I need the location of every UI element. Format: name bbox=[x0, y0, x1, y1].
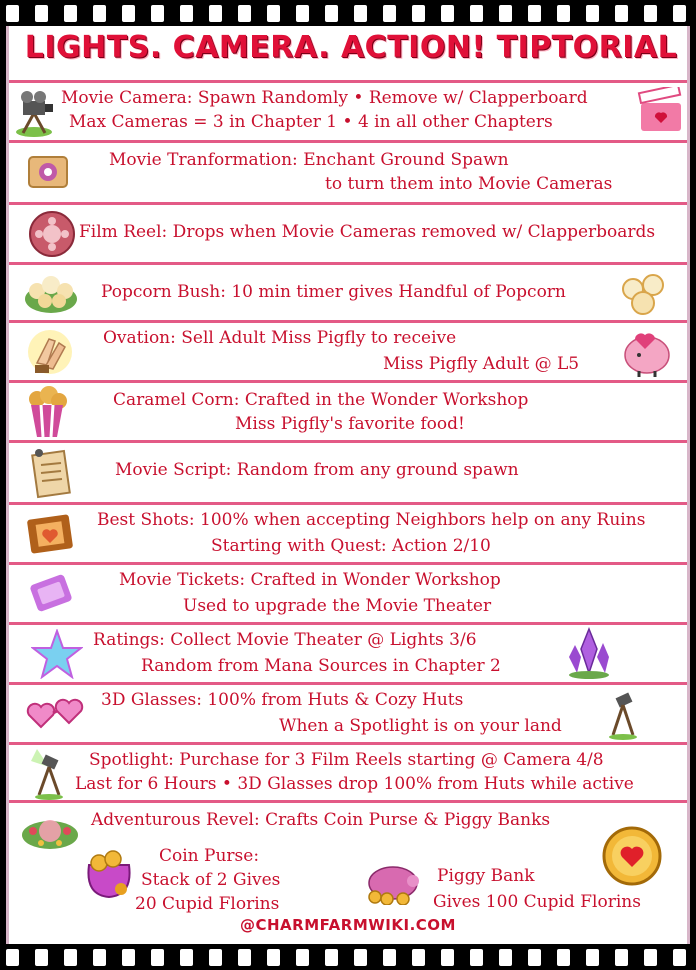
sprocket-hole bbox=[354, 949, 367, 966]
row-line-2: Random from Mana Sources in Chapter 2 bbox=[141, 656, 501, 676]
sprocket-hole bbox=[6, 5, 19, 22]
sprocket-hole bbox=[35, 949, 48, 966]
clapping-hands-icon bbox=[23, 327, 77, 377]
list-item bbox=[9, 440, 687, 502]
row-line-1: Ovation: Sell Adult Miss Pigfly to receive bbox=[103, 328, 457, 348]
site-footer: @CHARMFARMWIKI.COM bbox=[240, 916, 456, 934]
list-item bbox=[9, 262, 687, 320]
sprocket-hole bbox=[470, 5, 483, 22]
list-item bbox=[9, 320, 687, 380]
row-line-2: Miss Pigfly's favorite food! bbox=[235, 414, 465, 434]
sprocket-hole bbox=[209, 5, 222, 22]
sprocket-hole bbox=[412, 5, 425, 22]
row-line-1: Popcorn Bush: 10 min timer gives Handful of Popcorn bbox=[101, 282, 566, 302]
sprocket-hole bbox=[296, 949, 309, 966]
row-line-1: Best Shots: 100% when accepting Neighbors help on any Ruins bbox=[97, 510, 646, 530]
row-line-1: Movie Camera: Spawn Randomly • Remove w/ Clapperboard bbox=[61, 88, 588, 108]
row-line-2: Miss Pigfly Adult @ L5 bbox=[383, 354, 580, 374]
mana-crystal-icon bbox=[565, 627, 613, 679]
list-item bbox=[9, 380, 687, 440]
sprocket-hole bbox=[93, 949, 106, 966]
row-line-1: Movie Tickets: Crafted in Wonder Workshop bbox=[119, 570, 501, 590]
sprocket-hole bbox=[64, 949, 77, 966]
miss-pigfly-icon bbox=[617, 325, 675, 379]
list-item bbox=[9, 742, 687, 800]
list-item bbox=[9, 202, 687, 262]
sprocket-hole bbox=[325, 5, 338, 22]
row-line-1: Caramel Corn: Crafted in the Wonder Workshop bbox=[113, 390, 529, 410]
sprocket-hole bbox=[615, 5, 628, 22]
coin-purse-line-2: Stack of 2 Gives bbox=[141, 870, 281, 890]
row-line-2: Last for 6 Hours • 3D Glasses drop 100% from Huts while active bbox=[75, 774, 634, 794]
coin-purse-icon bbox=[81, 845, 139, 901]
row-line-2: Used to upgrade the Movie Theater bbox=[183, 596, 492, 616]
tiptorial-card bbox=[6, 26, 690, 944]
sprocket-hole bbox=[6, 949, 19, 966]
list-item bbox=[9, 80, 687, 140]
sprocket-hole bbox=[93, 5, 106, 22]
sprocket-hole bbox=[267, 949, 280, 966]
sprocket-hole bbox=[151, 949, 164, 966]
list-item bbox=[9, 800, 687, 912]
sprocket-hole bbox=[673, 5, 686, 22]
list-item bbox=[9, 682, 687, 742]
sprocket-hole bbox=[441, 5, 454, 22]
film-reel-icon bbox=[27, 209, 77, 259]
sprocket-hole bbox=[325, 949, 338, 966]
list-item bbox=[9, 502, 687, 562]
sprocket-hole bbox=[267, 5, 280, 22]
sprocket-hole bbox=[557, 949, 570, 966]
adventurous-revel-icon bbox=[19, 805, 81, 853]
rating-star-icon bbox=[31, 629, 83, 679]
sprocket-hole bbox=[499, 5, 512, 22]
piggy-bank-line-1: Piggy Bank bbox=[437, 866, 535, 886]
page-title: LIGHTS. CAMERA. ACTION! TIPTORIAL bbox=[24, 30, 678, 65]
sprocket-hole bbox=[64, 5, 77, 22]
movie-script-icon bbox=[27, 447, 75, 499]
sprocket-hole bbox=[238, 5, 251, 22]
coin-purse-line-1: Coin Purse: bbox=[159, 846, 260, 866]
sprocket-hole bbox=[383, 5, 396, 22]
sprocket-hole bbox=[615, 949, 628, 966]
row-line-1: Adventurous Revel: Crafts Coin Purse & Piggy Banks bbox=[91, 810, 551, 830]
sprocket-hole bbox=[180, 5, 193, 22]
list-item bbox=[9, 140, 687, 202]
heart-glasses-icon bbox=[25, 693, 87, 737]
sprocket-hole bbox=[586, 949, 599, 966]
sprocket-hole bbox=[441, 949, 454, 966]
sprocket-hole bbox=[296, 5, 309, 22]
list-item bbox=[9, 562, 687, 622]
sprocket-hole bbox=[528, 5, 541, 22]
sprocket-hole bbox=[499, 949, 512, 966]
sprocket-hole bbox=[238, 949, 251, 966]
sprocket-hole bbox=[35, 5, 48, 22]
film-strip-top bbox=[0, 0, 696, 26]
row-line-1: Ratings: Collect Movie Theater @ Lights 3/6 bbox=[93, 630, 477, 650]
sprocket-hole bbox=[383, 949, 396, 966]
sprocket-hole bbox=[586, 5, 599, 22]
sprocket-hole bbox=[557, 5, 570, 22]
list-item bbox=[9, 622, 687, 682]
row-line-2: Starting with Quest: Action 2/10 bbox=[211, 536, 491, 556]
movie-camera-icon bbox=[13, 87, 55, 137]
sprocket-hole bbox=[412, 949, 425, 966]
sprocket-hole bbox=[122, 5, 135, 22]
row-line-2: When a Spotlight is on your land bbox=[279, 716, 562, 736]
cupid-florin-icon bbox=[601, 825, 663, 887]
row-line-1: Spotlight: Purchase for 3 Film Reels starting @ Camera 4/8 bbox=[89, 750, 604, 770]
best-shots-icon bbox=[25, 511, 75, 557]
row-line-1: Movie Script: Random from any ground spawn bbox=[115, 460, 519, 480]
sprocket-hole bbox=[354, 5, 367, 22]
row-line-1: Movie Tranformation: Enchant Ground Spawn bbox=[109, 150, 509, 170]
film-strip-bottom bbox=[0, 944, 696, 970]
piggy-bank-line-2: Gives 100 Cupid Florins bbox=[433, 892, 641, 912]
popcorn-handful-icon bbox=[619, 269, 671, 317]
row-line-1: Film Reel: Drops when Movie Cameras removed w/ Clapperboards bbox=[79, 222, 656, 242]
sprocket-hole bbox=[180, 949, 193, 966]
sprocket-hole bbox=[209, 949, 222, 966]
sprocket-hole bbox=[122, 949, 135, 966]
spotlight-icon bbox=[29, 747, 69, 801]
sprocket-hole bbox=[528, 949, 541, 966]
movie-ticket-icon bbox=[27, 569, 75, 617]
row-line-2: Max Cameras = 3 in Chapter 1 • 4 in all other Chapters bbox=[69, 112, 553, 132]
coin-purse-line-3: 20 Cupid Florins bbox=[135, 894, 280, 914]
sprocket-hole bbox=[470, 949, 483, 966]
sprocket-hole bbox=[644, 949, 657, 966]
magic-scroll-icon bbox=[23, 149, 73, 195]
sprocket-hole bbox=[644, 5, 657, 22]
row-line-1: 3D Glasses: 100% from Huts & Cozy Huts bbox=[101, 690, 464, 710]
clapperboard-icon bbox=[637, 87, 685, 135]
sprocket-hole bbox=[673, 949, 686, 966]
popcorn-bush-icon bbox=[23, 269, 79, 315]
spotlight-small-icon bbox=[603, 689, 643, 741]
row-line-2: to turn them into Movie Cameras bbox=[325, 174, 613, 194]
piggy-bank-icon bbox=[361, 861, 427, 905]
sprocket-hole bbox=[151, 5, 164, 22]
caramel-corn-icon bbox=[23, 385, 71, 439]
